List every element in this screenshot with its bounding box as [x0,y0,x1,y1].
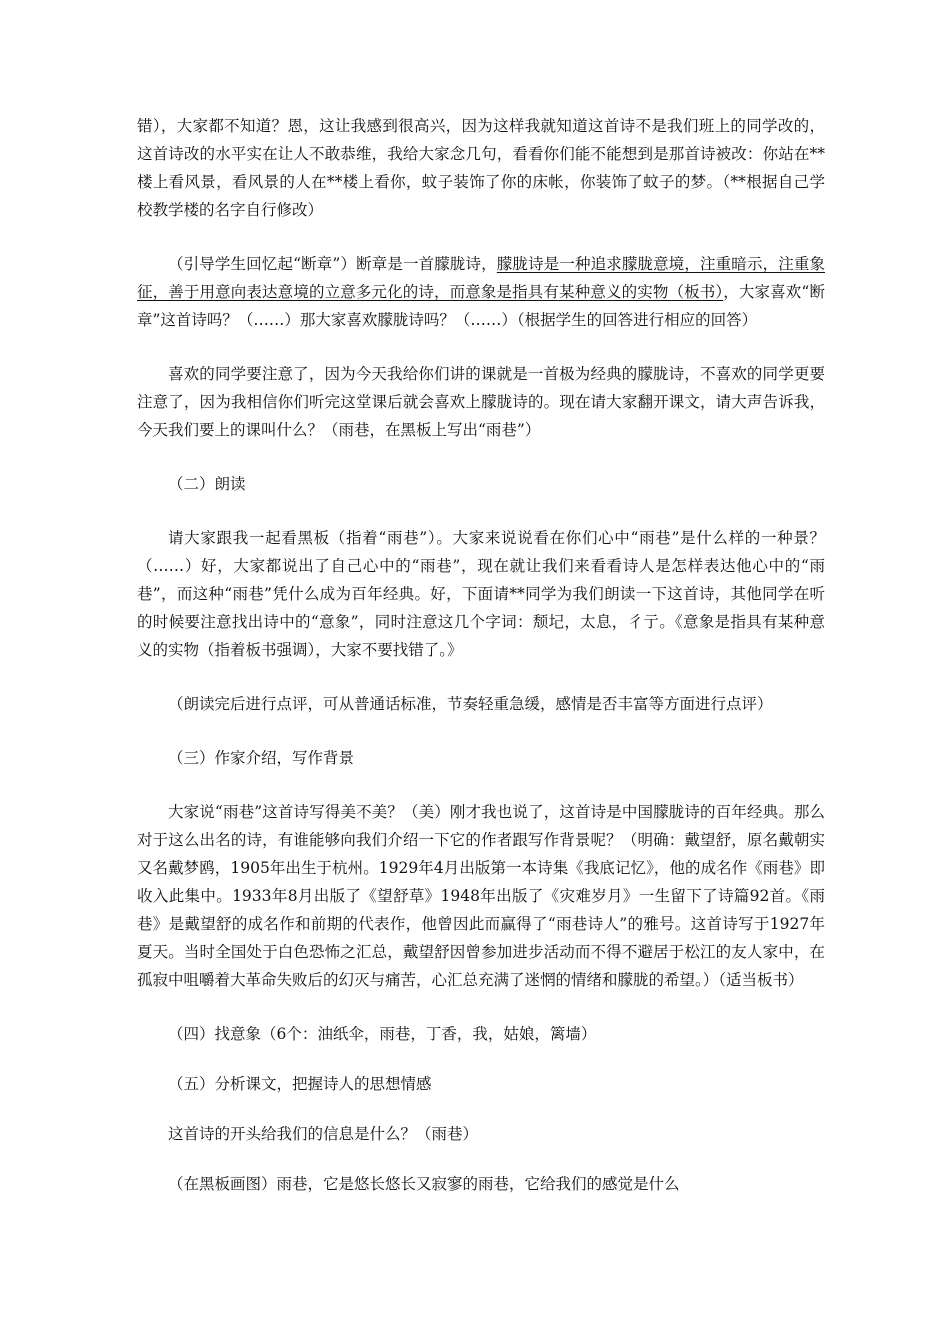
paragraph-reading-instructions: 请大家跟我一起看黑板（指着“雨巷”）。大家来说说看在你们心中“雨巷”是什么样的一种景？（……）好，大家都说出了自己心中的“雨巷”，现在就让我们来看看诗人是怎样表达他心中的“雨巷”，而这种“雨巷”凭什么成为百年经典。好，下面请**同学为我们朗读一下这首诗，其他同学在听的时候要注意找出诗中的“意象”，同时注意这几个字词：颓圮，太息，彳亍。《意象是指具有某种意义的实物（指着板书强调），大家不要找错了。》 [137,529,825,659]
section-heading-analysis: （五）分析课文，把握诗人的思想情感 [168,1075,432,1093]
paragraph-author-background: 大家说“雨巷”这首诗写得美不美？（美）刚才我也说了，这首诗是中国朦胧诗的百年经典。那么对于这么出名的诗，有谁能够向我们介绍一下它的作者跟写作背景呢？（明确：戴望舒，原名戴朝实又名戴梦鸥，1905年出生于杭州。1929年4月出版第一本诗集《我底记忆》，他的成名作《雨巷》即收入此集中。1933年8月出版了《望舒草》1948年出版了《灾难岁月》一生留下了诗篇92首。《雨巷》是戴望舒的成名作和前期的代表作，他曾因此而赢得了“雨巷诗人”的雅号。这首诗写于1927年夏天。当时全国处于白色恐怖之汇总，戴望舒因曾参加进步活动而不得不避居于松江的友人家中，在孤寂中咀嚼着大革命失败后的幻灭与痛苦，心汇总充满了迷惘的情绪和朦胧的希望。）（适当板书） [137,803,825,989]
paragraph-introduce-lesson: 喜欢的同学要注意了，因为今天我给你们讲的课就是一首极为经典的朦胧诗，不喜欢的同学更要注意了，因为我相信你们听完这堂课后就会喜欢上朦胧诗的。现在请大家翻开课文，请大声告诉我，今天我们要上的课叫什么？（雨巷，在黑板上写出“雨巷”） [137,365,825,439]
paragraph-reading-comment: （朗读完后进行点评，可从普通话标准，节奏轻重急缓，感情是否丰富等方面进行点评） [168,695,773,713]
paragraph-poem-parody: 错），大家都不知道？恩，这让我感到很高兴，因为这样我就知道这首诗不是我们班上的同学改的，这首诗改的水平实在让人不敢恭维，我给大家念几句，看看你们能不能想到是那首诗被改：你站在**楼上看风景，看风景的人在**楼上看你，蚊子装饰了你的床帐，你装饰了蚊子的梦。（**根据自己学校教学楼的名字自行修改） [137,117,825,219]
paragraph-duanzhang [137,250,825,334]
section-heading-author-background: （三）作家介绍，写作背景 [168,749,355,767]
paragraph-rain-alley-drawing: （在黑板画图）雨巷，它是悠长悠长又寂寥的雨巷，它给我们的感觉是什么 [168,1175,680,1193]
section-heading-reading: （二）朗读 [168,475,246,493]
paragraph-opening-question: 这首诗的开头给我们的信息是什么？（雨巷） [168,1125,479,1143]
misty-poetry-definition: 朦胧诗是一种追求朦胧意境，注重暗示，注重象征，善于用意向表达意境的立意多元化的诗，而意象是指具有某种意义的实物（板书） [137,255,825,301]
paragraph-duanzhang-intro: （引导学生回忆起“断章”）断章是一首朦胧诗， [168,255,497,273]
section-heading-find-imagery: （四）找意象（6个：油纸伞，雨巷，丁香，我，姑娘，篱墙） [168,1025,597,1043]
paragraph-duanzhang-questions: ，大家喜欢“断章”这首诗吗？（……）那大家喜欢朦胧诗吗？（……）（根据学生的回答进行相应的回答） [137,283,825,329]
document-body [137,112,825,1198]
